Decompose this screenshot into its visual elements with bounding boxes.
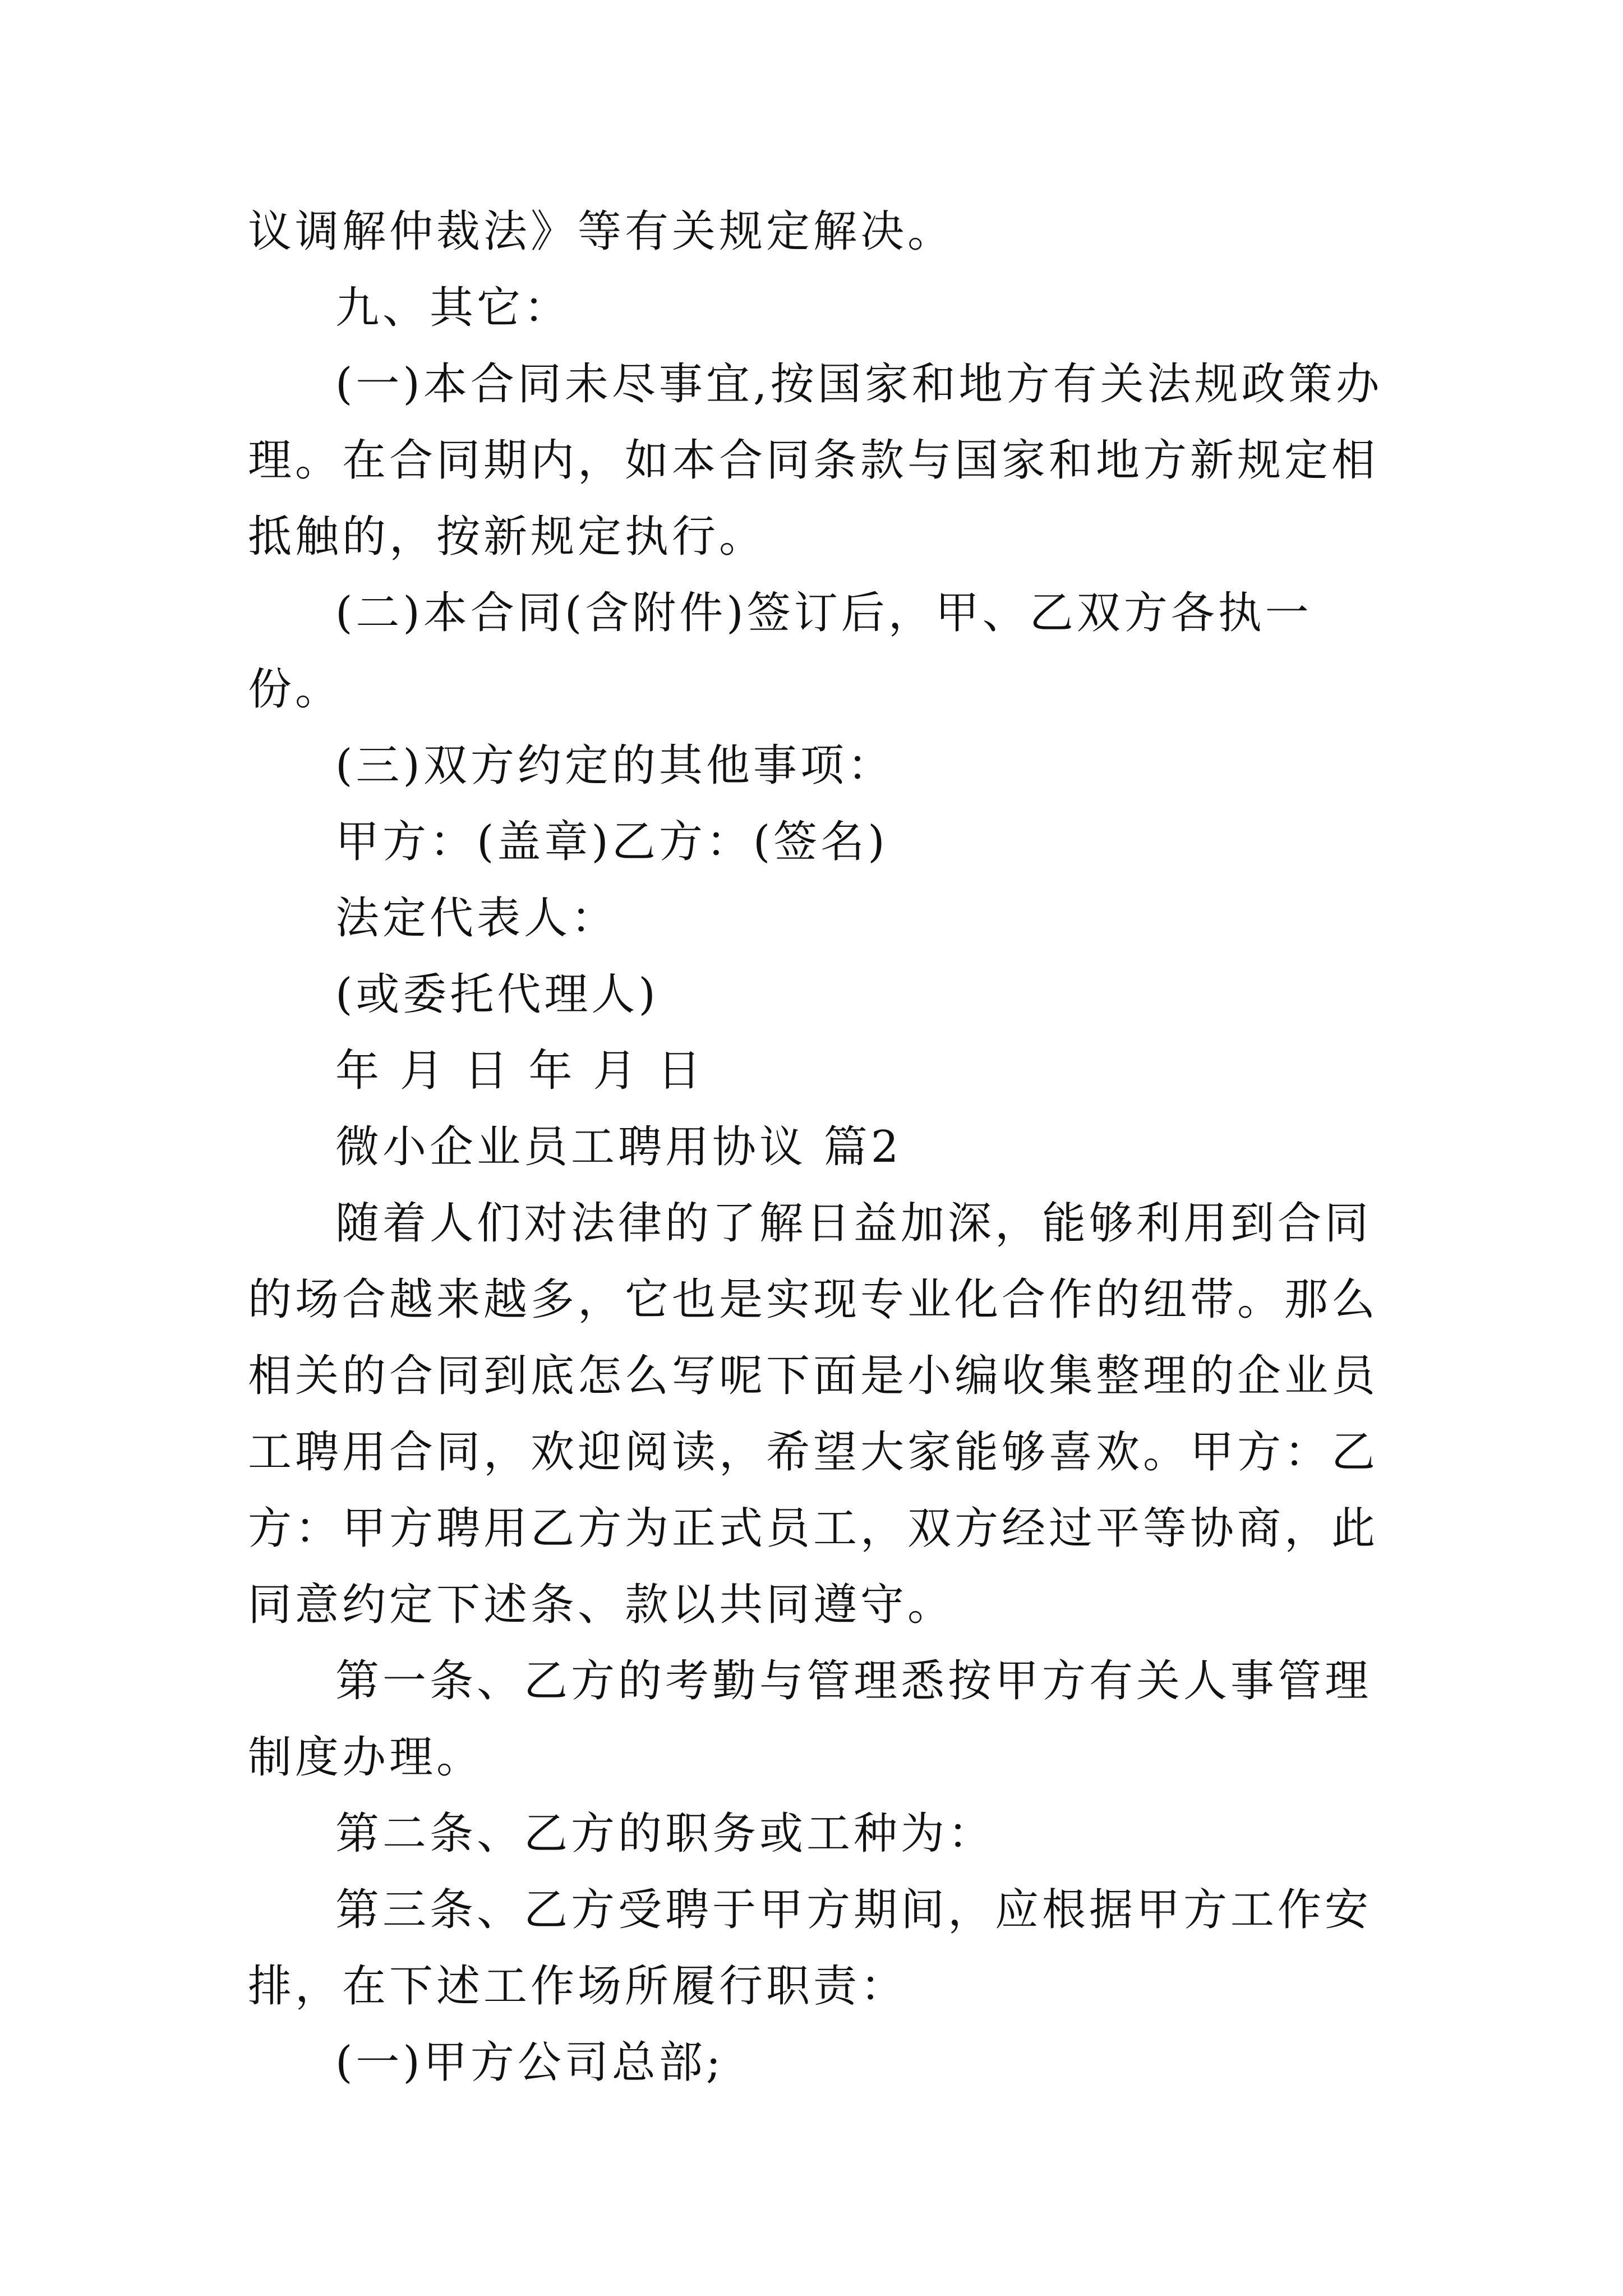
paragraph-continuation: 议调解仲裁法》等有关规定解决。 bbox=[248, 206, 955, 257]
paragraph-introduction: 随着人们对法律的了解日益加深，能够利用到合同的场合越来越多，它也是实现专业化合作的纽带。那么相关的合同到底怎么写呢下面是小编收集整理的企业员工聘用合同，欢迎阅读，希望大家能够喜欢。甲方：乙方：甲方聘用乙方为正式员工，双方经过平等协商，此同意约定下述条、款以共同遵守。 bbox=[248, 1198, 1379, 1630]
section-title-part-2: 微小企业员工聘用协议 篇2 bbox=[335, 1122, 902, 1172]
legal-representative: 法定代表人： bbox=[335, 893, 619, 944]
article-1: 第一条、乙方的考勤与管理悉按甲方有关人事管理制度办理。 bbox=[248, 1656, 1372, 1783]
section-heading-other: 九、其它： bbox=[335, 283, 571, 333]
signature-dates: 年 月 日 年 月 日 bbox=[335, 1046, 704, 1096]
signature-parties: 甲方：(盖章)乙方：(签名) bbox=[335, 817, 888, 867]
document-body bbox=[248, 194, 1392, 2101]
article-3: 第三条、乙方受聘于甲方期间，应根据甲方工作安排，在下述工作场所履行职责： bbox=[248, 1885, 1372, 2012]
paragraph-clause-2: (二)本合同(含附件)签订后，甲、乙双方各执一份。 bbox=[248, 588, 1312, 715]
article-2: 第二条、乙方的职务或工种为： bbox=[335, 1809, 995, 1859]
authorized-agent: (或委托代理人) bbox=[335, 969, 659, 1020]
paragraph-clause-3: (三)双方约定的其他事项： bbox=[335, 740, 895, 791]
paragraph-clause-1: (一)本合同未尽事宜,按国家和地方有关法规政策办理。在合同期内，如本合同条款与国家和地方新规定相抵触的，按新规定执行。 bbox=[248, 359, 1383, 562]
article-3-item-1: (一)甲方公司总部; bbox=[335, 2037, 725, 2088]
